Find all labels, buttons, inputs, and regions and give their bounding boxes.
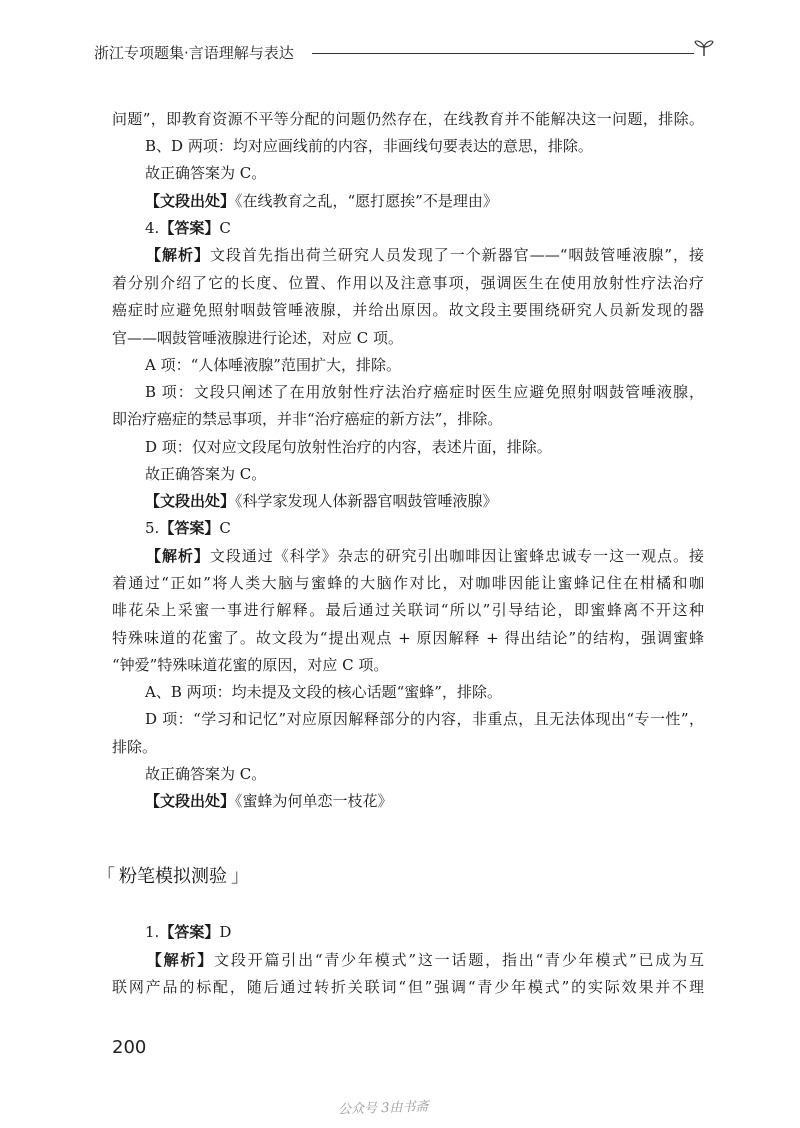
section-bracket-close: 」 <box>231 866 249 887</box>
text-line: 着分别介绍了它的长度、位置、作用以及注意事项，强调医生在使用放射性疗法治疗 <box>112 274 704 292</box>
answer-line <box>145 218 231 238</box>
header-title: 浙江专项题集·言语理解与表达 <box>94 44 294 62</box>
question-number: 4. <box>145 219 160 237</box>
source-line <box>145 791 393 811</box>
watermark: 公众号 3由书斋 <box>337 1099 429 1118</box>
text-line: B 项：文段只阐述了在用放射性疗法治疗癌症时医生应避免照射咽鼓管唾液腺， <box>145 383 704 401</box>
analysis-text: 文段通过《科学》杂志的研究引出咖啡因让蜜蜂忠诚专一这一观点。接 <box>209 547 704 565</box>
text-line: A 项：“人体唾液腺”范围扩大，排除。 <box>145 356 401 374</box>
answer-line <box>145 922 231 942</box>
text-line: 官——咽鼓管唾液腺进行论述，对应 C 项。 <box>112 329 404 347</box>
text-line: “钟爱”特殊味道花蜜的原因，对应 C 项。 <box>112 656 389 674</box>
answer-line <box>145 518 231 538</box>
text-line: 着通过“正如”将人类大脑与蜜蜂的大脑作对比，对咖啡因能让蜜蜂记住在柑橘和咖 <box>112 574 704 592</box>
section-title-text: 粉笔模拟测验 <box>119 866 227 887</box>
text-line: 故正确答案为 C。 <box>145 765 267 783</box>
source-tag: 【文段出处】 <box>145 792 236 810</box>
page-number: 200 <box>112 1037 147 1058</box>
source-tag: 【文段出处】 <box>145 492 236 510</box>
source-line <box>145 491 498 511</box>
sprout-icon <box>692 36 716 60</box>
analysis-line <box>112 950 704 970</box>
analysis-line <box>112 546 704 566</box>
text-line: 特殊味道的花蜜了。故文段为“提出观点 + 原因解释 + 得出结论”的结构，强调蜜蜂 <box>112 629 704 647</box>
source-title: 《蜜蜂为何单恋一枝花》 <box>235 792 393 810</box>
question-number: 1. <box>145 923 160 941</box>
text-line: 啡花朵上采蜜一事进行解释。最后通过关联词“所以”引导结论，即蜜蜂离不开这种 <box>112 601 704 619</box>
answer-value: C <box>219 219 231 237</box>
analysis-line <box>112 245 704 265</box>
analysis-tag: 【解析】 <box>145 246 210 264</box>
answer-tag: 【答案】 <box>159 219 220 237</box>
text-line: 问题”，即教育资源不平等分配的问题仍然存在，在线教育并不能解决这一问题，排除。 <box>112 110 704 128</box>
text-line: D 项：“学习和记忆”对应原因解释部分的内容，非重点，且无法体现出“专一性”， <box>145 710 704 728</box>
analysis-text: 文段首先指出荷兰研究人员发现了一个新器官——“咽鼓管唾液腺”，接 <box>209 246 704 264</box>
text-line: 联网产品的标配，随后通过转折关联词“但”强调“青少年模式”的实际效果并不理 <box>112 978 704 996</box>
header-rule <box>312 53 694 54</box>
source-tag: 【文段出处】 <box>145 192 236 210</box>
analysis-text: 文段开篇引出“青少年模式”这一话题，指出“青少年模式”已成为互 <box>214 951 704 969</box>
running-header <box>94 36 734 66</box>
text-line: 排除。 <box>112 738 158 756</box>
text-line: 故正确答案为 C。 <box>145 164 267 182</box>
text-line: D 项：仅对应文段尾句放射性治疗的内容，表述片面，排除。 <box>145 438 552 456</box>
answer-tag: 【答案】 <box>159 923 220 941</box>
analysis-tag: 【解析】 <box>145 951 215 969</box>
text-line: 故正确答案为 C。 <box>145 465 267 483</box>
source-title: 《科学家发现人体新器官咽鼓管唾液腺》 <box>235 492 498 510</box>
source-line <box>145 191 498 211</box>
text-line: B、D 两项：均对应画线前的内容，非画线句要表达的意思，排除。 <box>145 137 593 155</box>
text-line: 癌症时应避免照射咽鼓管唾液腺，并给出原因。故文段主要围绕研究人员新发现的器 <box>112 301 704 319</box>
analysis-tag: 【解析】 <box>145 547 210 565</box>
answer-tag: 【答案】 <box>159 519 220 537</box>
source-title: 《在线教育之乱，“愿打愿挨”不是理由》 <box>235 192 498 210</box>
answer-value: C <box>219 519 231 537</box>
section-title <box>97 862 249 888</box>
answer-value: D <box>219 923 232 941</box>
text-line: 即治疗癌症的禁忌事项，并非“治疗癌症的新方法”，排除。 <box>112 410 503 428</box>
text-line: A、B 两项：均未提及文段的核心话题“蜜蜂”，排除。 <box>145 683 502 701</box>
question-number: 5. <box>145 519 160 537</box>
section-bracket-open: 「 <box>97 866 115 887</box>
